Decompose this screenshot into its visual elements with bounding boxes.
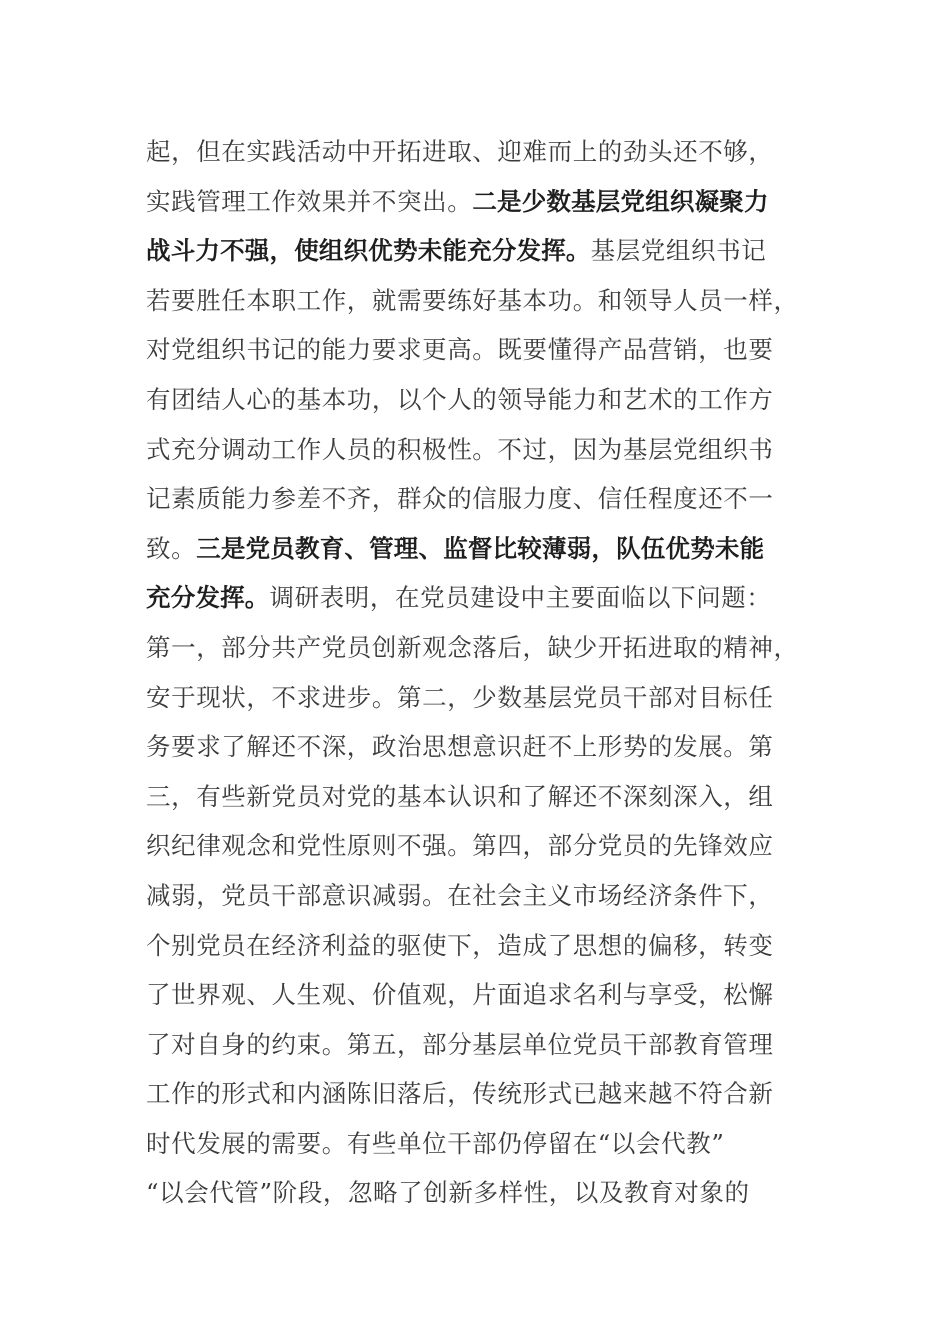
text-run: 基层党组织书记: [590, 236, 767, 266]
text-run: 致。: [146, 533, 197, 563]
text-line: [146, 474, 806, 524]
text-line: [146, 871, 806, 921]
text-run: 有团结人心的基本功，以个人的领导能力和艺术的工作方: [146, 384, 774, 414]
body-text: [146, 127, 806, 1218]
text-run: 起，但在实践活动中开拓进取、迎难而上的劲头还不够，: [146, 137, 774, 166]
bold-text-run: 二是少数基层党组织凝聚力: [472, 186, 769, 216]
text-line: [146, 276, 806, 326]
text-run: 第一，部分共产党员创新观念落后，缺少开拓进取的精神，: [146, 632, 799, 662]
text-line: [146, 226, 806, 276]
text-line: [146, 1168, 806, 1218]
text-line: [146, 970, 806, 1020]
bold-text-run: 三是党员教育、管理、监督比较薄弱，队伍优势未能: [196, 533, 765, 563]
text-run: 记素质能力参差不齐，群众的信服力度、信任程度还不一: [146, 484, 774, 514]
text-line: [146, 425, 806, 475]
text-line: [146, 821, 806, 871]
text-run: 减弱，党员干部意识减弱。在社会主义市场经济条件下，: [146, 880, 774, 910]
bold-text-run: 充分发挥。: [146, 583, 270, 613]
text-run: 时代发展的需要。有些单位干部仍停留在“以会代教”: [146, 1128, 725, 1158]
text-line: [146, 375, 806, 425]
text-run: 了世界观、人生观、价值观，片面追求名利与享受，松懈: [146, 980, 774, 1010]
text-run: 个别党员在经济利益的驱使下，造成了思想的偏移，转变: [146, 930, 774, 960]
text-run: 对党组织书记的能力要求更高。既要懂得产品营销，也要: [146, 335, 774, 365]
text-run: “以会代管”阶段，忽略了创新多样性，以及教育对象的: [146, 1178, 750, 1208]
text-run: 式充分调动工作人员的积极性。不过，因为基层党组织书: [146, 434, 774, 464]
text-line: [146, 177, 806, 227]
text-line: [146, 772, 806, 822]
text-run: 三，有些新党员对党的基本认识和了解还不深刻深入，组: [146, 781, 774, 811]
text-run: 调研表明，在党员建设中主要面临以下问题：: [269, 583, 772, 613]
text-run: 了对自身的约束。第五，部分基层单位党员干部教育管理: [146, 1029, 774, 1059]
text-line: [146, 127, 806, 177]
text-line: [146, 573, 806, 623]
text-line: [146, 524, 806, 574]
text-run: 实践管理工作效果并不突出。: [146, 186, 473, 216]
bold-text-run: 战斗力不强，使组织优势未能充分发挥。: [146, 236, 591, 266]
text-line: [146, 673, 806, 723]
text-line: [146, 623, 806, 673]
text-run: 工作的形式和内涵陈旧落后，传统形式已越来越不符合新: [146, 1079, 774, 1109]
text-line: [146, 1069, 806, 1119]
text-line: [146, 325, 806, 375]
text-run: 织纪律观念和党性原则不强。第四，部分党员的先锋效应: [146, 831, 774, 861]
text-run: 务要求了解还不深，政治思想意识赶不上形势的发展。第: [146, 732, 774, 762]
text-line: [146, 722, 806, 772]
text-line: [146, 921, 806, 971]
text-run: 安于现状，不求进步。第二，少数基层党员干部对目标任: [146, 682, 774, 712]
text-line: [146, 1119, 806, 1169]
text-line: [146, 1020, 806, 1070]
text-run: 若要胜任本职工作，就需要练好基本功。和领导人员一样，: [146, 285, 799, 315]
